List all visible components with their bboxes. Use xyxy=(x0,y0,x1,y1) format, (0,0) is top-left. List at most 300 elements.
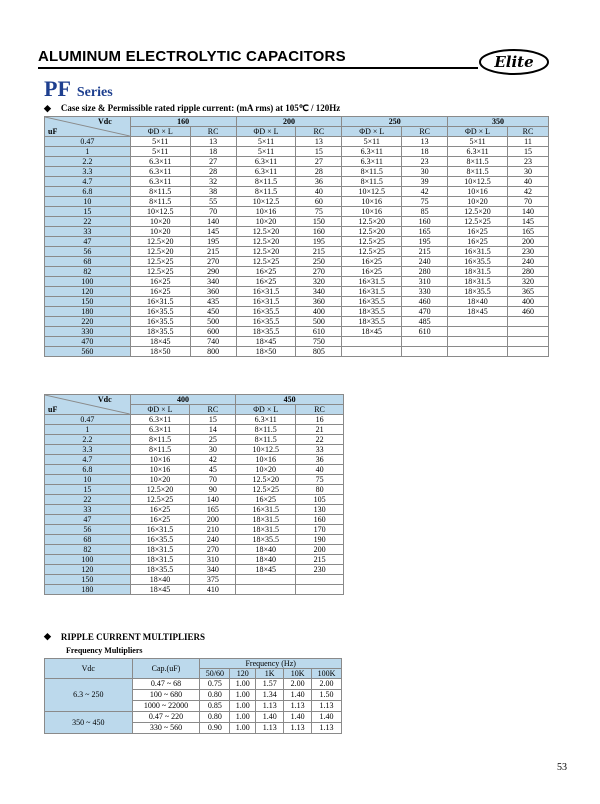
capacitance-cell: 6.8 xyxy=(45,465,131,475)
multiplier-cell: 1.13 xyxy=(312,723,342,734)
header-rule xyxy=(38,67,478,69)
case-size-cell: 18×50 xyxy=(130,347,190,357)
case-size-cell: 18×45 xyxy=(448,307,508,317)
ripple-current-cell: 270 xyxy=(190,257,236,267)
ripple-current-cell: 240 xyxy=(402,257,448,267)
ripple-current-cell: 160 xyxy=(402,217,448,227)
ripple-current-cell: 470 xyxy=(402,307,448,317)
multiplier-cell: 1.13 xyxy=(256,723,284,734)
ripple-current-cell xyxy=(402,347,448,357)
case-size-cell: 12.5×20 xyxy=(130,485,190,495)
case-size-cell: 12.5×20 xyxy=(130,237,190,247)
ripple-current-cell: 435 xyxy=(190,297,236,307)
capacitance-cell: 180 xyxy=(45,307,131,317)
rc-header: RC xyxy=(190,127,236,137)
ripple-current-cell: 360 xyxy=(190,287,236,297)
ripple-current-cell: 27 xyxy=(190,157,236,167)
ripple-current-cell: 320 xyxy=(296,277,342,287)
ripple-current-cell: 140 xyxy=(190,217,236,227)
rc-header: RC xyxy=(296,405,344,415)
case-size-cell: 18×35.5 xyxy=(130,565,190,575)
capacitance-cell: 560 xyxy=(45,347,131,357)
capacitance-cell: 47 xyxy=(45,237,131,247)
case-size-cell: 16×25 xyxy=(236,495,296,505)
case-size-cell: 12.5×25 xyxy=(342,237,402,247)
case-size-cell: 16×31.5 xyxy=(236,297,296,307)
ripple-current-cell: 27 xyxy=(296,157,342,167)
table-row xyxy=(45,267,549,277)
multiplier-cell: 1.40 xyxy=(256,712,284,723)
capacitance-cell: 2.2 xyxy=(45,157,131,167)
case-size-cell: 6.3×11 xyxy=(236,157,296,167)
case-size-cell: 8×11.5 xyxy=(130,187,190,197)
size-header: ΦD × L xyxy=(448,127,508,137)
case-size-cell: 8×11.5 xyxy=(448,157,508,167)
multiplier-cell: 1.13 xyxy=(284,701,312,712)
ripple-current-cell: 215 xyxy=(296,247,342,257)
capacitance-cell: 4.7 xyxy=(45,177,131,187)
ripple-current-cell: 33 xyxy=(296,445,344,455)
table-row xyxy=(45,287,549,297)
size-header: ΦD × L xyxy=(342,127,402,137)
ripple-current-cell: 485 xyxy=(402,317,448,327)
case-size-cell: 5×11 xyxy=(342,137,402,147)
case-size-cell: 12.5×20 xyxy=(342,217,402,227)
ripple-current-cell: 310 xyxy=(190,555,236,565)
cap-range-cell: 0.47 ~ 220 xyxy=(132,712,200,723)
case-size-cell: 8×11.5 xyxy=(236,435,296,445)
ripple-current-cell: 340 xyxy=(190,565,236,575)
case-size-cell: 16×35.5 xyxy=(130,307,190,317)
table-row xyxy=(45,565,344,575)
case-size-cell: 16×25 xyxy=(130,277,190,287)
table-row xyxy=(45,505,344,515)
voltage-header: 160 xyxy=(130,117,236,127)
case-size-cell: 18×31.5 xyxy=(130,555,190,565)
case-size-cell: 18×45 xyxy=(130,337,190,347)
table-row xyxy=(45,187,549,197)
ripple-current-cell: 170 xyxy=(296,525,344,535)
multiplier-cell: 0.80 xyxy=(200,690,230,701)
case-size-cell: 12.5×25 xyxy=(448,217,508,227)
case-size-cell: 16×35.5 xyxy=(130,535,190,545)
section-case-size-text: Case size & Permissible rated ripple current: (mA rms) at 105℃ / 120Hz xyxy=(60,103,341,113)
case-size-cell: 6.3×11 xyxy=(236,415,296,425)
ripple-current-cell: 280 xyxy=(402,267,448,277)
ripple-current-cell: 140 xyxy=(190,495,236,505)
case-size-cell: 6.3×11 xyxy=(342,157,402,167)
table-row xyxy=(45,535,344,545)
ripple-current-cell: 270 xyxy=(190,545,236,555)
case-size-cell: 10×16 xyxy=(130,455,190,465)
case-size-cell: 10×16 xyxy=(130,465,190,475)
section-case-size xyxy=(44,103,340,114)
multiplier-cell: 1.00 xyxy=(230,712,256,723)
table-row xyxy=(45,515,344,525)
capacitance-cell: 220 xyxy=(45,317,131,327)
case-size-cell: 12.5×20 xyxy=(342,227,402,237)
voltage-header: 450 xyxy=(236,395,344,405)
cap-range-cell: 330 ~ 560 xyxy=(132,723,200,734)
table-row xyxy=(45,545,344,555)
case-size-cell: 18×31.5 xyxy=(448,277,508,287)
uf-label: uF xyxy=(48,127,58,136)
voltage-header: 200 xyxy=(236,117,342,127)
ripple-current-cell: 13 xyxy=(402,137,448,147)
table-row xyxy=(45,455,344,465)
case-size-cell: 10×12.5 xyxy=(236,197,296,207)
ripple-current-cell: 165 xyxy=(508,227,549,237)
capacitance-cell: 47 xyxy=(45,515,131,525)
vdc-range-cell: 6.3 ~ 250 xyxy=(45,679,133,712)
capacitance-cell: 150 xyxy=(45,575,131,585)
multiplier-cell: 1.50 xyxy=(312,690,342,701)
case-size-cell: 6.3×11 xyxy=(236,167,296,177)
table-row xyxy=(45,237,549,247)
case-size-cell: 6.3×11 xyxy=(130,167,190,177)
ripple-current-cell: 250 xyxy=(296,257,342,267)
ripple-current-cell: 70 xyxy=(190,475,236,485)
ripple-current-cell: 165 xyxy=(190,505,236,515)
case-size-cell: 10×20 xyxy=(448,197,508,207)
case-size-cell: 16×35.5 xyxy=(236,317,296,327)
ripple-current-cell: 15 xyxy=(190,415,236,425)
multiplier-cell: 0.85 xyxy=(200,701,230,712)
case-size-cell: 10×16 xyxy=(448,187,508,197)
ripple-current-cell: 30 xyxy=(508,167,549,177)
ripple-current-cell: 450 xyxy=(190,307,236,317)
ripple-current-cell: 38 xyxy=(190,187,236,197)
case-size-cell xyxy=(342,347,402,357)
rc-header: RC xyxy=(508,127,549,137)
ripple-current-cell: 165 xyxy=(402,227,448,237)
ripple-current-cell: 400 xyxy=(508,297,549,307)
size-header: ΦD × L xyxy=(236,405,296,415)
cap-range-cell: 0.47 ~ 68 xyxy=(132,679,200,690)
ripple-current-cell: 215 xyxy=(190,247,236,257)
capacitance-cell: 22 xyxy=(45,495,131,505)
ripple-current-cell xyxy=(508,347,549,357)
case-size-cell: 6.3×11 xyxy=(342,147,402,157)
ripple-current-cell: 600 xyxy=(190,327,236,337)
cap-header: Cap.(uF) xyxy=(132,659,200,679)
ripple-current-cell: 130 xyxy=(296,505,344,515)
case-size-cell: 12.5×25 xyxy=(130,257,190,267)
voltage-header: 400 xyxy=(130,395,236,405)
ripple-current-cell: 16 xyxy=(296,415,344,425)
ripple-current-cell: 25 xyxy=(190,435,236,445)
case-size-cell: 16×35.5 xyxy=(342,297,402,307)
ripple-current-cell: 13 xyxy=(296,137,342,147)
table-row xyxy=(45,575,344,585)
case-size-cell: 18×45 xyxy=(236,337,296,347)
table-row xyxy=(45,147,549,157)
case-size-cell: 8×11.5 xyxy=(342,177,402,187)
case-size-cell: 8×11.5 xyxy=(448,167,508,177)
ripple-current-cell: 14 xyxy=(190,425,236,435)
case-size-cell: 10×16 xyxy=(342,207,402,217)
case-size-cell: 18×40 xyxy=(130,575,190,585)
capacitance-cell: 10 xyxy=(45,197,131,207)
diamond-bullet-icon: ◆ xyxy=(44,103,51,113)
ripple-current-cell: 90 xyxy=(190,485,236,495)
multiplier-cell: 1.13 xyxy=(284,723,312,734)
multiplier-cell: 0.80 xyxy=(200,712,230,723)
case-size-cell: 8×11.5 xyxy=(236,187,296,197)
ripple-current-cell: 28 xyxy=(296,167,342,177)
case-size-cell: 12.5×25 xyxy=(130,267,190,277)
ripple-current-cell: 140 xyxy=(508,207,549,217)
case-size-cell: 5×11 xyxy=(130,137,190,147)
multiplier-cell: 1.57 xyxy=(256,679,284,690)
ripple-current-cell: 340 xyxy=(190,277,236,287)
ripple-current-cell: 160 xyxy=(296,515,344,525)
case-size-cell: 16×35.5 xyxy=(236,307,296,317)
vdc-header: Vdc xyxy=(45,659,133,679)
table-row xyxy=(45,585,344,595)
ripple-current-cell: 740 xyxy=(190,337,236,347)
ripple-current-cell: 40 xyxy=(296,465,344,475)
ripple-current-cell: 240 xyxy=(508,257,549,267)
table-row xyxy=(45,177,549,187)
case-size-cell: 10×16 xyxy=(236,207,296,217)
vdc-uf-header xyxy=(45,395,131,415)
frequency-multipliers-table xyxy=(44,658,342,734)
capacitance-cell: 56 xyxy=(45,525,131,535)
ripple-current-cell: 36 xyxy=(296,177,342,187)
ripple-current-cell: 60 xyxy=(296,197,342,207)
ripple-current-cell: 70 xyxy=(508,197,549,207)
voltage-header: 250 xyxy=(342,117,448,127)
series-label: Series xyxy=(76,85,113,100)
ripple-current-cell: 145 xyxy=(190,227,236,237)
case-size-cell: 18×45 xyxy=(342,327,402,337)
case-size-cell: 18×31.5 xyxy=(448,267,508,277)
case-size-cell xyxy=(448,347,508,357)
case-size-cell: 10×12.5 xyxy=(236,445,296,455)
case-size-cell: 18×35.5 xyxy=(342,317,402,327)
ripple-current-cell: 36 xyxy=(296,455,344,465)
vdc-uf-header xyxy=(45,117,131,137)
ripple-current-cell: 150 xyxy=(296,217,342,227)
capacitance-cell: 1 xyxy=(45,147,131,157)
ripple-current-cell: 195 xyxy=(296,237,342,247)
ripple-current-cell: 320 xyxy=(508,277,549,287)
ripple-current-cell: 410 xyxy=(190,585,236,595)
case-size-cell: 18×45 xyxy=(236,565,296,575)
table-row xyxy=(45,465,344,475)
vdc-range-cell: 350 ~ 450 xyxy=(45,712,133,734)
capacitance-cell: 120 xyxy=(45,565,131,575)
ripple-current-cell: 32 xyxy=(190,177,236,187)
table-row xyxy=(45,555,344,565)
ripple-current-cell: 18 xyxy=(402,147,448,157)
table-row xyxy=(45,247,549,257)
page-number: 53 xyxy=(557,762,567,773)
brand-logo xyxy=(478,47,550,77)
table-row xyxy=(45,337,549,347)
voltage-header: 350 xyxy=(448,117,549,127)
capacitance-cell: 100 xyxy=(45,277,131,287)
ripple-current-cell xyxy=(402,337,448,347)
ripple-current-cell: 230 xyxy=(508,247,549,257)
frequency-header: Frequency (Hz) xyxy=(200,659,342,669)
case-size-cell: 16×25 xyxy=(448,227,508,237)
ripple-current-cell: 55 xyxy=(190,197,236,207)
case-size-cell: 16×31.5 xyxy=(342,287,402,297)
case-size-cell xyxy=(448,317,508,327)
capacitance-cell: 4.7 xyxy=(45,455,131,465)
case-size-cell: 16×25 xyxy=(342,257,402,267)
ripple-current-cell: 22 xyxy=(296,435,344,445)
capacitance-cell: 33 xyxy=(45,227,131,237)
case-size-cell: 12.5×25 xyxy=(342,247,402,257)
capacitance-cell: 180 xyxy=(45,585,131,595)
table-row xyxy=(45,277,549,287)
case-size-cell: 10×16 xyxy=(342,197,402,207)
table-row xyxy=(45,197,549,207)
ripple-current-cell: 23 xyxy=(402,157,448,167)
case-size-cell: 16×35.5 xyxy=(130,317,190,327)
multiplier-cell: 1.40 xyxy=(284,690,312,701)
case-size-cell: 10×20 xyxy=(130,475,190,485)
multiplier-cell: 1.40 xyxy=(312,712,342,723)
ripple-current-cell: 805 xyxy=(296,347,342,357)
case-size-cell: 12.5×25 xyxy=(236,257,296,267)
case-size-cell: 5×11 xyxy=(236,147,296,157)
ripple-current-cell: 500 xyxy=(190,317,236,327)
ripple-current-cell: 70 xyxy=(190,207,236,217)
vdc-label: Vdc xyxy=(97,395,112,404)
capacitance-cell: 68 xyxy=(45,257,131,267)
ripple-current-cell: 42 xyxy=(190,455,236,465)
table-row xyxy=(45,207,549,217)
case-size-cell: 18×31.5 xyxy=(236,525,296,535)
ripple-current-cell: 290 xyxy=(190,267,236,277)
case-size-table-body xyxy=(45,137,549,357)
ripple-current-cell: 340 xyxy=(296,287,342,297)
ripple-current-cell: 15 xyxy=(296,147,342,157)
case-size-cell: 6.3×11 xyxy=(130,415,190,425)
capacitance-cell: 56 xyxy=(45,247,131,257)
case-size-cell: 18×35.5 xyxy=(130,327,190,337)
case-size-cell: 18×40 xyxy=(236,545,296,555)
case-size-cell: 12.5×20 xyxy=(236,475,296,485)
capacitance-cell: 3.3 xyxy=(45,445,131,455)
capacitance-cell: 0.47 xyxy=(45,137,131,147)
table-row xyxy=(45,485,344,495)
case-size-cell: 16×31.5 xyxy=(236,505,296,515)
ripple-current-cell: 215 xyxy=(402,247,448,257)
ripple-current-cell: 800 xyxy=(190,347,236,357)
ripple-current-cell: 500 xyxy=(296,317,342,327)
capacitance-cell: 82 xyxy=(45,267,131,277)
case-size-cell xyxy=(448,327,508,337)
case-size-cell: 16×25 xyxy=(130,515,190,525)
case-size-cell: 18×45 xyxy=(130,585,190,595)
capacitance-cell: 15 xyxy=(45,207,131,217)
case-size-cell: 16×25 xyxy=(130,287,190,297)
ripple-current-cell: 400 xyxy=(296,307,342,317)
capacitance-cell: 6.8 xyxy=(45,187,131,197)
case-size-cell: 16×31.5 xyxy=(130,525,190,535)
case-size-table-160-350 xyxy=(44,116,549,357)
freq-col-header: 120 xyxy=(230,669,256,679)
diamond-bullet-icon: ◆ xyxy=(44,631,51,641)
uf-label: uF xyxy=(48,405,58,414)
series-code: PF xyxy=(44,76,71,101)
ripple-current-cell: 75 xyxy=(296,207,342,217)
case-size-cell: 8×11.5 xyxy=(236,177,296,187)
ripple-current-cell: 80 xyxy=(296,485,344,495)
capacitance-cell: 15 xyxy=(45,485,131,495)
case-size-cell: 18×31.5 xyxy=(236,515,296,525)
capacitance-cell: 82 xyxy=(45,545,131,555)
table-row xyxy=(45,137,549,147)
capacitance-cell: 470 xyxy=(45,337,131,347)
ripple-current-cell: 39 xyxy=(402,177,448,187)
table-row xyxy=(45,712,342,723)
ripple-current-cell: 195 xyxy=(190,237,236,247)
case-size-cell: 12.5×20 xyxy=(236,227,296,237)
section-ripple-multipliers xyxy=(44,631,205,642)
ripple-current-cell: 750 xyxy=(296,337,342,347)
multiplier-cell: 1.40 xyxy=(284,712,312,723)
case-size-cell: 12.5×20 xyxy=(130,247,190,257)
case-size-cell: 18×35.5 xyxy=(342,307,402,317)
multiplier-cell: 1.34 xyxy=(256,690,284,701)
ripple-current-cell: 40 xyxy=(296,187,342,197)
case-size-cell xyxy=(236,575,296,585)
capacitance-cell: 120 xyxy=(45,287,131,297)
case-size-cell: 8×11.5 xyxy=(130,445,190,455)
case-size-cell: 6.3×11 xyxy=(130,425,190,435)
ripple-current-cell xyxy=(296,575,344,585)
ripple-current-cell: 75 xyxy=(296,475,344,485)
ripple-current-cell: 28 xyxy=(190,167,236,177)
case-size-cell: 16×25 xyxy=(236,267,296,277)
rc-header: RC xyxy=(402,127,448,137)
table-row xyxy=(45,679,342,690)
case-size-cell: 6.3×11 xyxy=(130,157,190,167)
capacitance-cell: 10 xyxy=(45,475,131,485)
ripple-current-cell: 75 xyxy=(402,197,448,207)
case-size-cell: 16×31.5 xyxy=(342,277,402,287)
case-size-cell: 10×12.5 xyxy=(130,207,190,217)
ripple-current-cell xyxy=(508,337,549,347)
case-size-cell: 10×12.5 xyxy=(448,177,508,187)
case-size-table-400-450 xyxy=(44,394,344,595)
table-row xyxy=(45,217,549,227)
multiplier-cell: 1.13 xyxy=(312,701,342,712)
case-size-cell: 18×31.5 xyxy=(130,545,190,555)
case-size-cell: 10×20 xyxy=(236,465,296,475)
case-size-cell: 10×12.5 xyxy=(342,187,402,197)
ripple-current-cell: 215 xyxy=(296,555,344,565)
ripple-current-cell: 40 xyxy=(508,177,549,187)
ripple-current-cell: 45 xyxy=(190,465,236,475)
multiplier-cell: 0.75 xyxy=(200,679,230,690)
cap-range-cell: 100 ~ 680 xyxy=(132,690,200,701)
ripple-current-cell: 360 xyxy=(296,297,342,307)
capacitance-cell: 3.3 xyxy=(45,167,131,177)
ripple-current-cell: 200 xyxy=(190,515,236,525)
case-size-cell xyxy=(236,585,296,595)
ripple-current-cell: 13 xyxy=(190,137,236,147)
ripple-current-cell: 85 xyxy=(402,207,448,217)
series-title xyxy=(44,76,113,102)
multiplier-cell: 1.00 xyxy=(230,679,256,690)
